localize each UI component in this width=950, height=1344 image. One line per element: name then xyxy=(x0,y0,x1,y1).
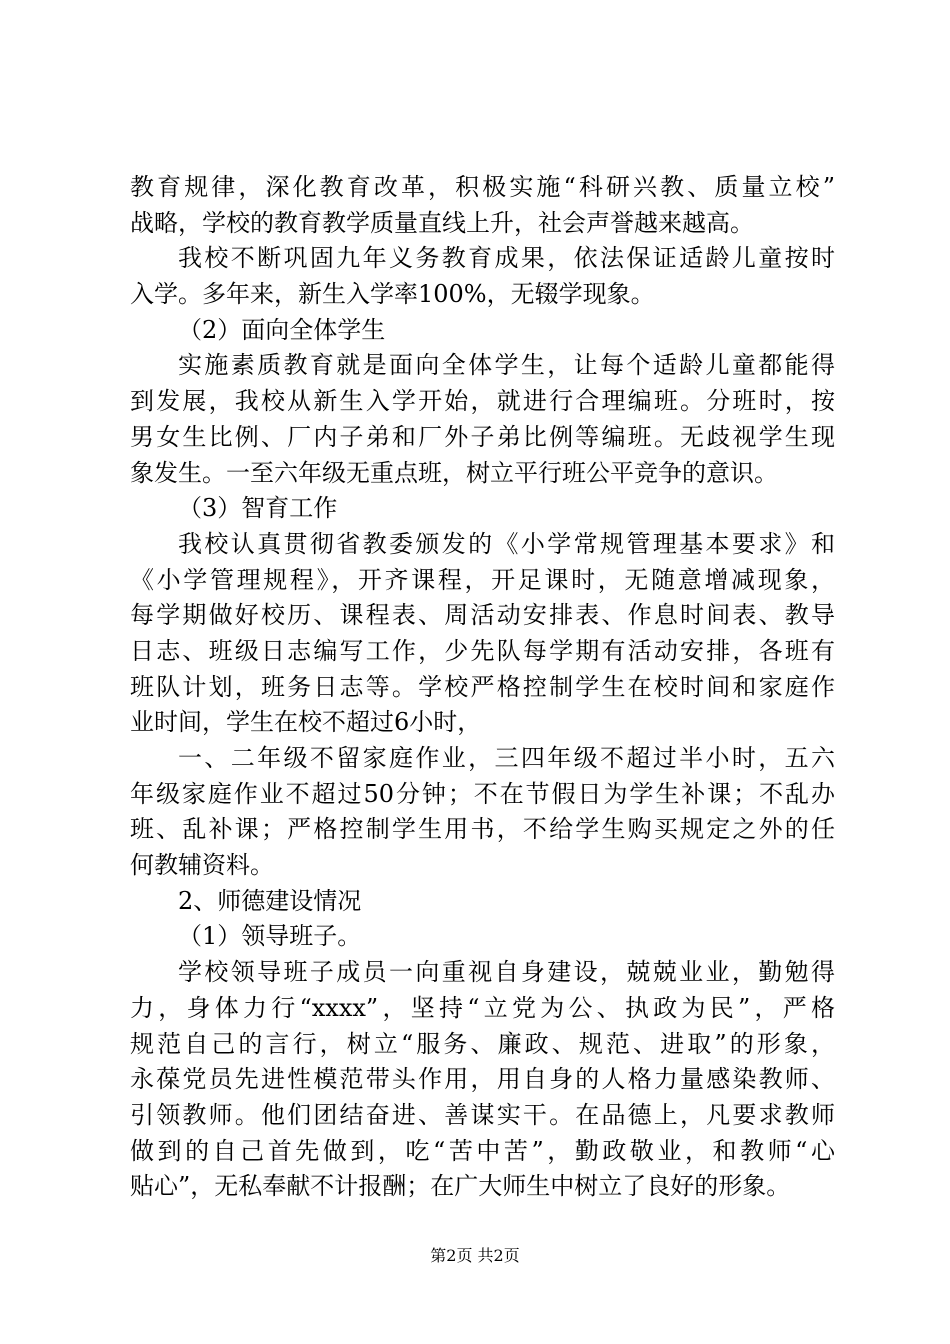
text-line: （2）面向全体学生 xyxy=(178,315,386,344)
text-line: 实施素质教育就是面向全体学生，让每个适龄儿童都能得 xyxy=(178,351,835,380)
text-line: 入学。多年来，新生入学率100%，无辍学现象。 xyxy=(130,280,655,309)
text-line: 引领教师。他们团结奋进、善谋实干。在品德上，凡要求教师 xyxy=(130,1100,835,1129)
text-line: 每学期做好校历、课程表、周活动安排表、作息时间表、教导 xyxy=(130,601,835,630)
text-line: 贴心”，无私奉献不计报酬；在广大师生中树立了良好的形象。 xyxy=(130,1172,791,1201)
text-line: （1）领导班子。 xyxy=(178,922,362,951)
text-line: 何教辅资料。 xyxy=(130,851,274,880)
text-line: 力，身体力行“xxxx”，坚持“立党为公、执政为民”，严格 xyxy=(130,993,835,1022)
text-line: 永葆党员先进性模范带头作用，用自身的人格力量感染教师、 xyxy=(130,1065,835,1094)
page-footer: 第2页 共2页 xyxy=(430,1246,520,1265)
text-line: 《小学管理规程》，开齐课程，开足课时，无随意增减现象， xyxy=(130,565,835,594)
document-body xyxy=(130,170,835,1205)
text-line: 到发展，我校从新生入学开始，就进行合理编班。分班时，按 xyxy=(130,387,835,416)
text-line: 年级家庭作业不超过50分钟；不在节假日为学生补课；不乱办 xyxy=(130,779,835,808)
text-line: 一、二年级不留家庭作业，三四年级不超过半小时，五六 xyxy=(178,744,835,772)
text-line: （3）智育工作 xyxy=(178,494,338,523)
text-line: 战略，学校的教育教学质量直线上升，社会声誉越来越高。 xyxy=(130,208,754,237)
text-line: 业时间，学生在校不超过6小时， xyxy=(130,708,482,737)
text-line: 我校认真贯彻省教委颁发的《小学常规管理基本要求》和 xyxy=(178,529,835,558)
text-line: 班队计划，班务日志等。学校严格控制学生在校时间和家庭作 xyxy=(130,672,835,701)
text-line: 象发生。一至六年级无重点班，树立平行班公平竞争的意识。 xyxy=(130,458,778,487)
text-line: 2、师德建设情况 xyxy=(178,886,362,915)
text-line: 学校领导班子成员一向重视自身建设，兢兢业业，勤勉得 xyxy=(178,958,835,987)
text-line: 规范自己的言行，树立“服务、廉政、规范、进取”的形象， xyxy=(130,1029,835,1058)
text-line: 男女生比例、厂内子弟和厂外子弟比例等编班。无歧视学生现 xyxy=(130,422,835,451)
text-line: 我校不断巩固九年义务教育成果，依法保证适龄儿童按时 xyxy=(178,244,835,273)
text-line: 教育规律，深化教育改革，积极实施“科研兴教、质量立校” xyxy=(130,173,835,201)
text-line: 日志、班级日志编写工作，少先队每学期有活动安排，各班有 xyxy=(130,636,835,665)
text-line: 班、乱补课；严格控制学生用书，不给学生购买规定之外的任 xyxy=(130,815,835,844)
text-line: 做到的自己首先做到，吃“苦中苦”，勤政敬业，和教师“心 xyxy=(130,1136,835,1165)
